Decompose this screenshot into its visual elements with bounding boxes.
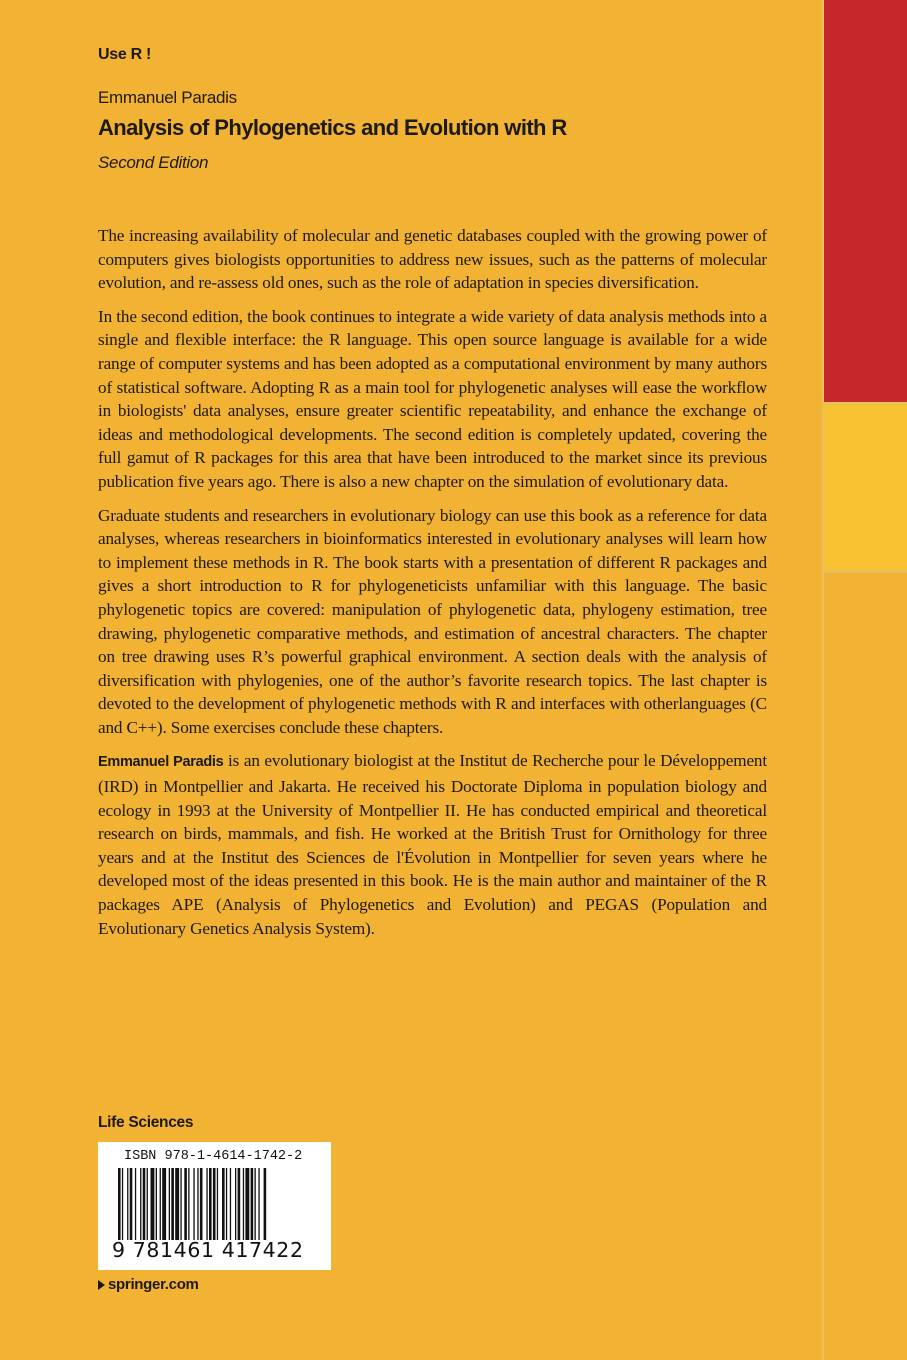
barcode-digits: 9 781461 417422 <box>112 1238 304 1262</box>
arrow-icon <box>98 1280 105 1290</box>
barcode-panel <box>98 1142 331 1270</box>
book-title: Analysis of Phylogenetics and Evolution with R <box>98 115 567 140</box>
paragraph-2: In the second edition, the book continues to integrate a wide variety of data analysis methods into a single and flexible interface: the R language. This open source language is available for a wide range of computer systems and has been adopted as a computational environment by many authors of statistical software. Adopting R as a main tool for phylogenetic analyses will ease the workflow in biologists' data analyses, ensure greater scientific repeatability, and enhance the exchange of ideas and methodological developments. The second edition is completely updated, covering the full gamut of R packages for this area that have been introduced to the market since its previous publication five years ago. There is also a new chapter on the simulation of evolutionary data. <box>98 306 767 491</box>
website-link[interactable] <box>98 1276 199 1293</box>
barcode-icon <box>118 1168 310 1240</box>
isbn-label: ISBN 978-1-4614-1742-2 <box>124 1149 303 1164</box>
author-bio <box>98 749 767 940</box>
bio-text: is an evolutionary biologist at the Institut de Recherche pour le Développement (IRD) in Montpellier and Jakarta. He received his Doctorate Diploma in population biology and ecology in 1993 at the University of Montpellier II. He has conducted empirical and theoretical research on birds, mammals, and fish. He worked at the British Trust for Ornithology for three years and at the Institut des Sciences de l'Évolution in Montpellier for seven years where he developed most of the ideas presented in this book. He is the main author and maintainer of the R packages APE (Analysis of Phylogenetics and Evolution) and PEGAS (Population and Evolutionary Genetics Analysis System). <box>98 751 767 938</box>
yellow-stripe <box>822 402 907 570</box>
paragraph-1: The increasing availability of molecular and genetic databases coupled with the growing power of computers gives biologists opportunities to address new issues, such as the patterns of molecular evolution, and re-assess old ones, such as the role of adaptation in species diversification. <box>98 226 767 293</box>
edition-label: Second Edition <box>98 153 209 172</box>
blurb <box>98 224 767 950</box>
paragraph-3: Graduate students and researchers in evolutionary biology can use this book as a reference for data analyses, whereas researchers in bioinformatics interested in evolutionary analyses will learn how to implement these methods in R. The book starts with a presentation of different R packages and gives a short introduction to R for phylogeneticists unfamiliar with this language. The basic phylogenetic topics are covered: manipulation of phylogenetic data, phylogeny estimation, tree drawing, phylogenetic comparative methods, and estimation of ancestral characters. The chapter on tree drawing uses R’s powerful graphical environment. A section deals with the analysis of diversification with phylogenies, one of the author’s favorite research topics. The last chapter is devoted to the development of phylogenetic methods with R and interfaces with otherlanguages (C and C++). Some exercises conclude these chapters. <box>98 505 767 737</box>
red-stripe <box>822 0 907 402</box>
author-name: Emmanuel Paradis <box>98 88 237 107</box>
bio-author-name: Emmanuel Paradis <box>98 754 224 771</box>
lower-stripe <box>822 570 907 1360</box>
website-text: springer.com <box>108 1276 199 1293</box>
subject-label: Life Sciences <box>98 1114 194 1131</box>
series-name: Use R ! <box>98 46 152 63</box>
